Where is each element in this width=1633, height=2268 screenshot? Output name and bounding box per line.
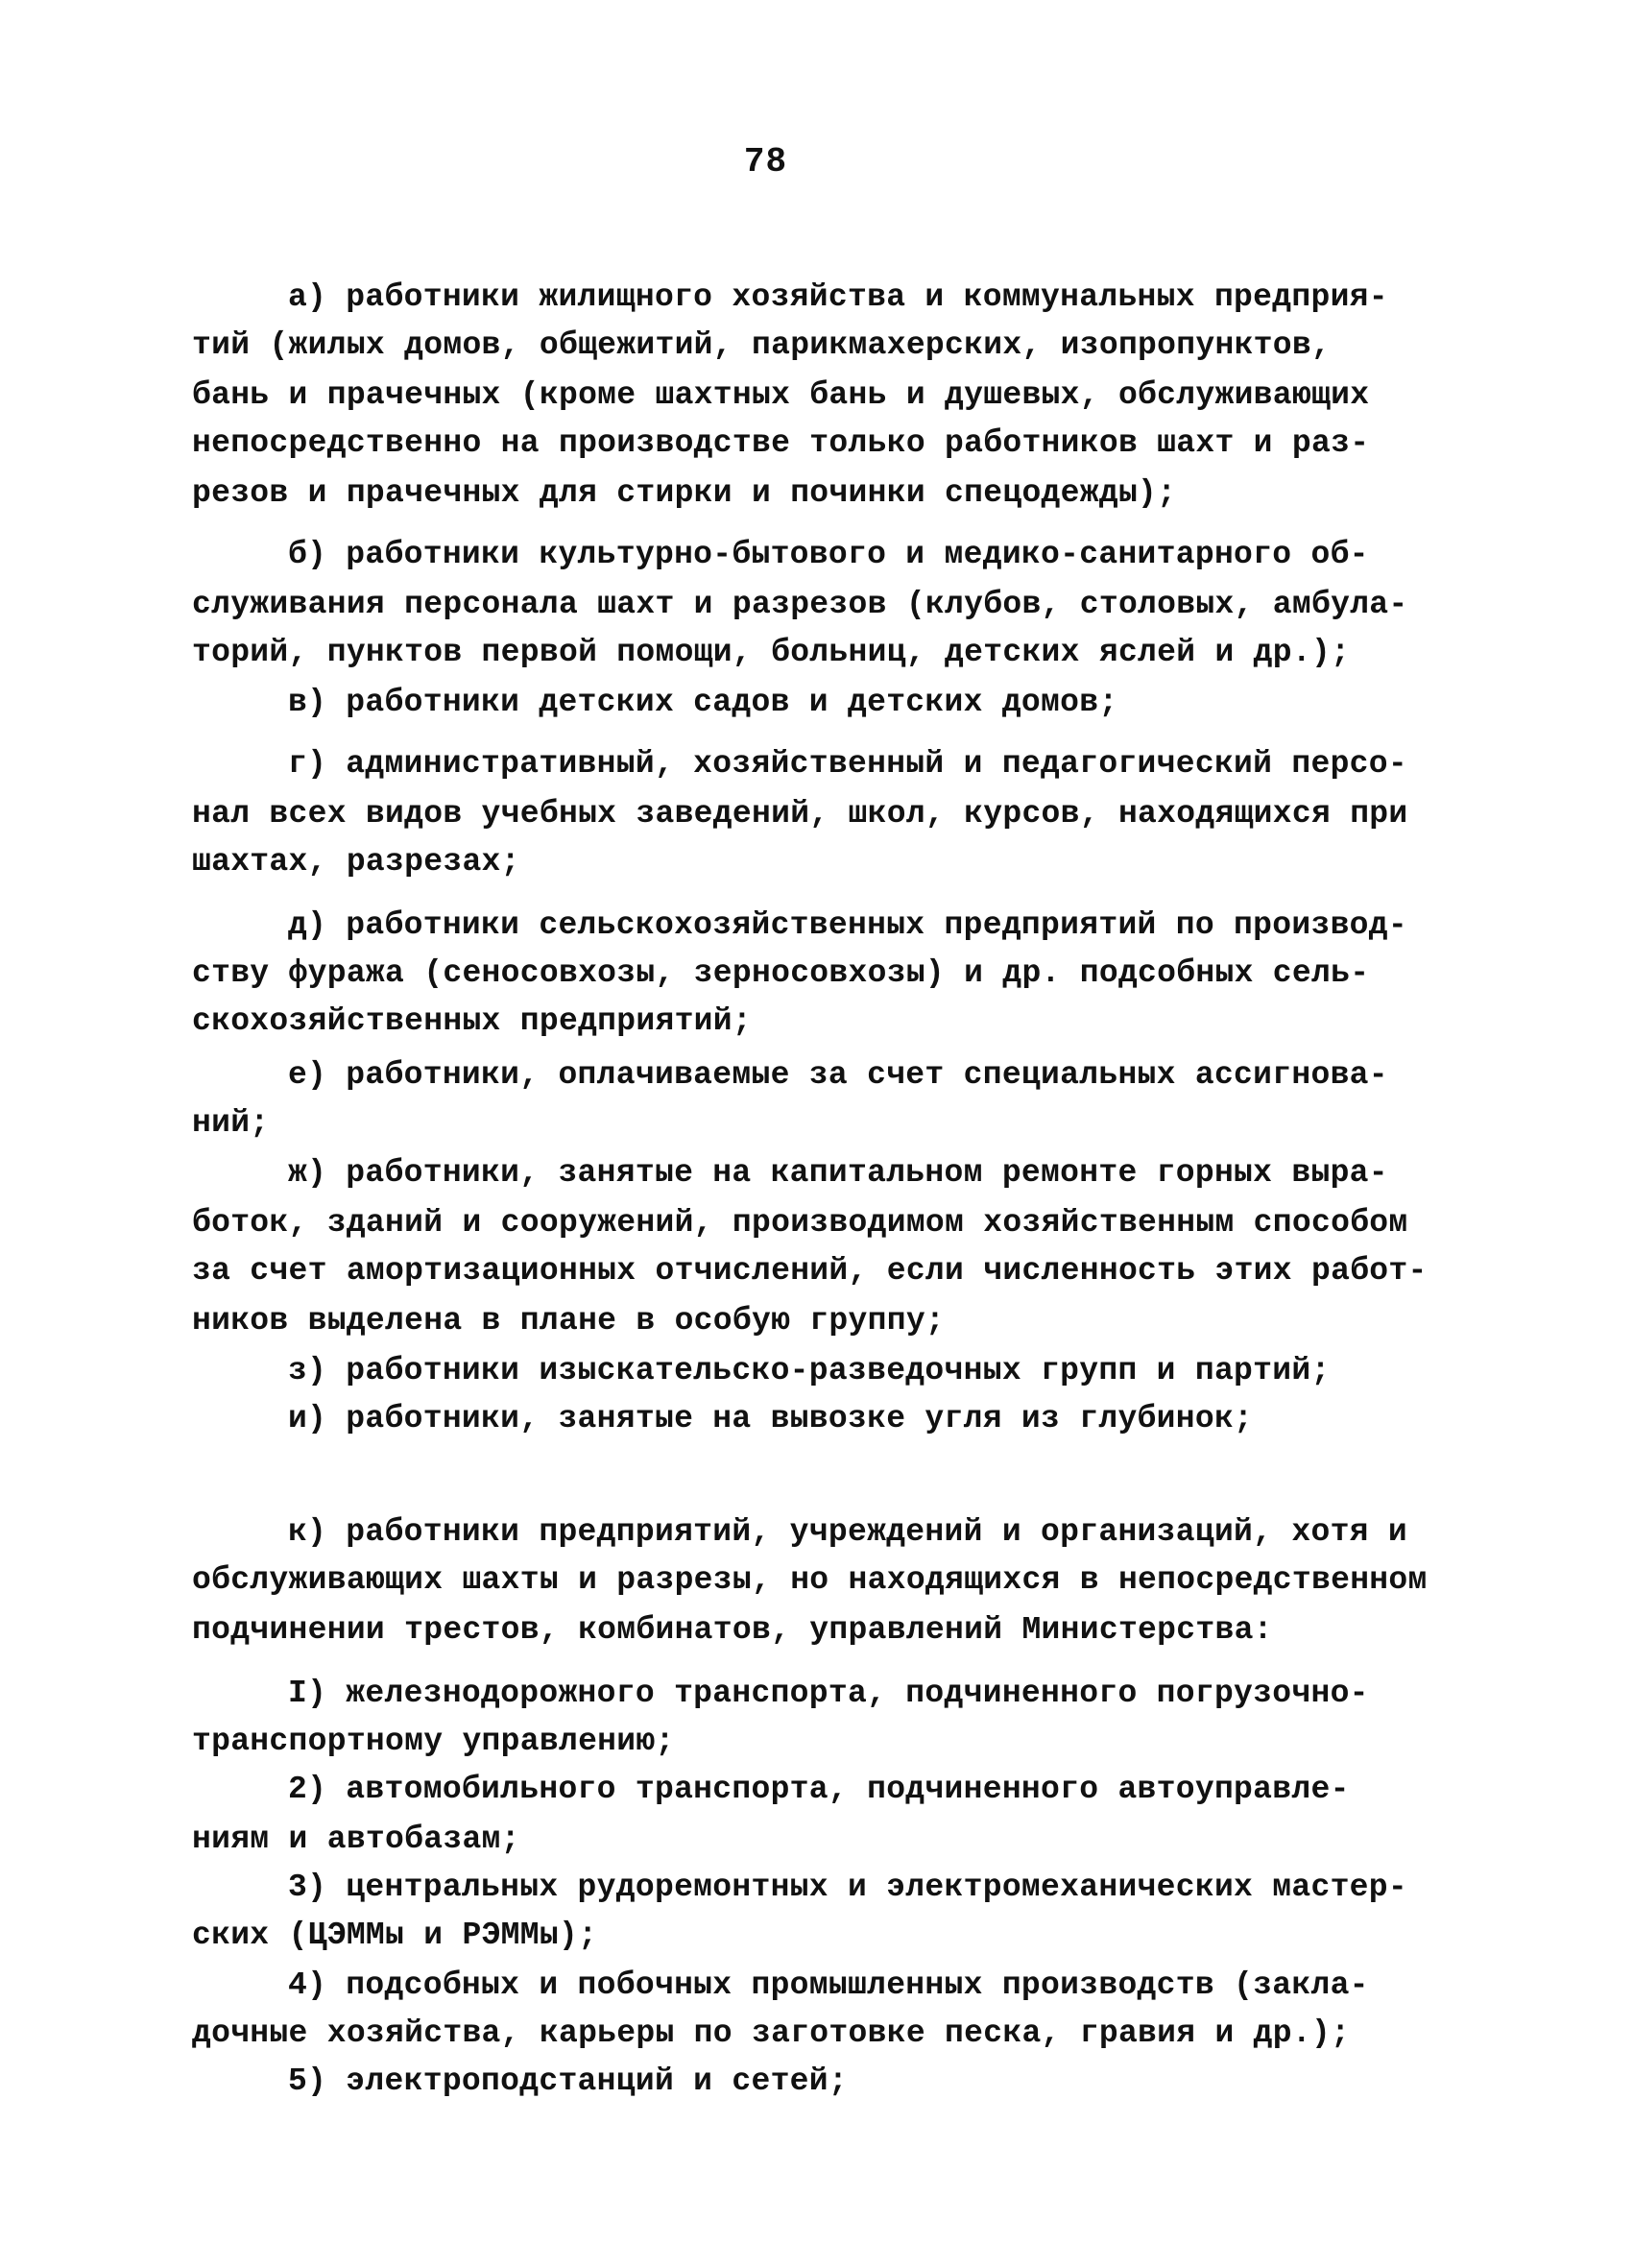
text-line: обслуживающих шахты и разрезы, но находящихся в непосредственном	[192, 1562, 1428, 1598]
text-line: подчинении трестов, комбинатов, управлений Министерства:	[192, 1612, 1273, 1648]
text-line: 4) подсобных и побочных промышленных производств (закла-	[288, 1967, 1369, 2003]
text-line: е) работники, оплачиваемые за счет специальных ассигнова-	[288, 1057, 1388, 1093]
text-line: ству фуража (сеносовхозы, зерносовхозы) и др. подсобных сель-	[192, 955, 1370, 991]
page-number: 78	[743, 142, 788, 181]
text-line: г) административный, хозяйственный и педагогический персо-	[288, 746, 1407, 782]
text-line: 3) центральных рудоремонтных и электромеханических мастер-	[288, 1870, 1407, 1905]
text-line: ж) работники, занятые на капитальном ремонте горных выра-	[288, 1155, 1388, 1191]
text-line: нал всех видов учебных заведений, школ, курсов, находящихся при	[192, 796, 1408, 832]
text-line: тий (жилых домов, общежитий, парикмахерских, изопропунктов,	[192, 327, 1332, 363]
text-line: к) работники предприятий, учреждений и организаций, хотя и	[288, 1514, 1407, 1550]
text-line: ниям и автобазам;	[192, 1822, 520, 1857]
text-line: б) работники культурно-бытового и медико-санитарного об-	[288, 537, 1369, 572]
text-line: непосредственно на производстве только работников шахт и раз-	[192, 425, 1370, 461]
text-line: 5) электроподстанций и сетей;	[288, 2063, 848, 2099]
text-line: д) работники сельскохозяйственных предприятий по производ-	[288, 907, 1407, 943]
text-line: торий, пунктов первой помощи, больниц, детских яслей и др.);	[192, 635, 1351, 670]
text-line: служивания персонала шахт и разрезов (клубов, столовых, амбула-	[192, 587, 1408, 622]
text-line: за счет амортизационных отчислений, если численность этих работ-	[192, 1253, 1428, 1289]
text-line: I) железнодорожного транспорта, подчиненного погрузочно-	[288, 1676, 1369, 1711]
text-line: 2) автомобильного транспорта, подчиненного автоуправле-	[288, 1772, 1350, 1807]
text-line: в) работники детских садов и детских домов;	[288, 685, 1118, 720]
text-line: шахтах, разрезах;	[192, 844, 520, 880]
text-line: дочные хозяйства, карьеры по заготовке песка, гравия и др.);	[192, 2015, 1351, 2051]
text-line: резов и прачечных для стирки и починки спецодежды);	[192, 475, 1177, 511]
text-line: и) работники, занятые на вывозке угля из глубинок;	[288, 1401, 1254, 1436]
text-line: з) работники изыскательско-разведочных групп и партий;	[288, 1353, 1331, 1388]
text-line: ских (ЦЭММы и РЭММы);	[192, 1918, 598, 1953]
text-line: скохозяйственных предприятий;	[192, 1003, 752, 1039]
text-line: бань и прачечных (кроме шахтных бань и душевых, обслуживающих	[192, 377, 1370, 413]
text-line: ников выделена в плане в особую группу;	[192, 1303, 946, 1339]
text-line: ний;	[192, 1105, 270, 1141]
text-line: а) работники жилищного хозяйства и коммунальных предприя-	[288, 279, 1388, 315]
text-line: боток, зданий и сооружений, производимом хозяйственным способом	[192, 1205, 1408, 1241]
text-line: транспортному управлению;	[192, 1724, 675, 1759]
